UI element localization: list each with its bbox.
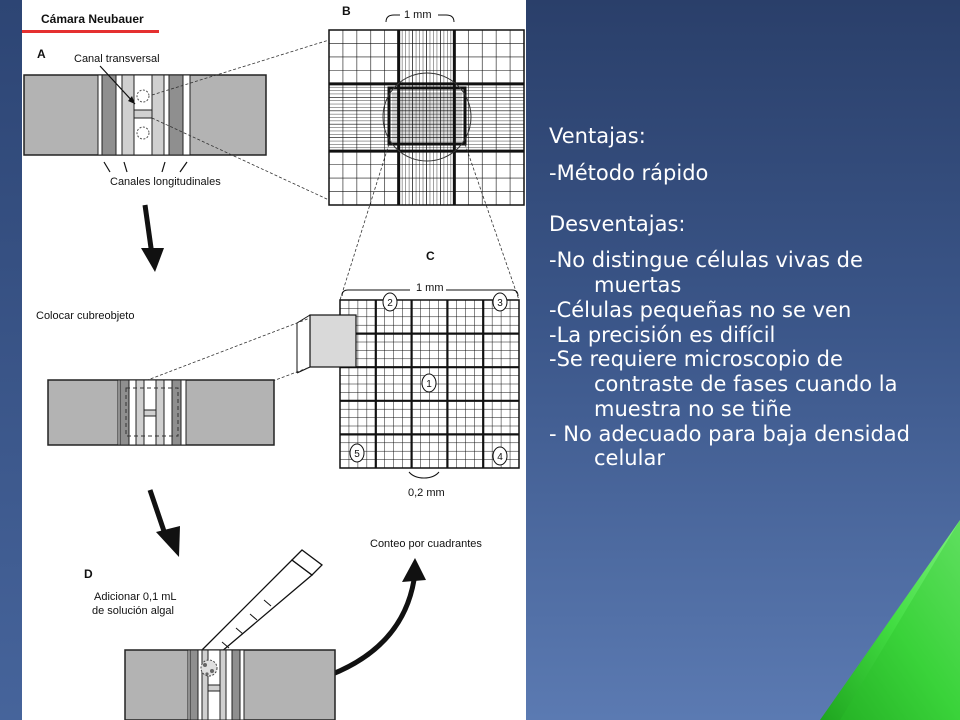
quadrant-2: 2	[387, 298, 393, 309]
chamber-a	[24, 75, 266, 155]
curved-arrow-up	[322, 558, 426, 678]
canal-transversal-label: Canal transversal	[74, 53, 160, 65]
label-a: A	[37, 47, 46, 61]
adicionar-line-1: Adicionar 0,1 mL	[94, 591, 177, 603]
ventajas-heading: Ventajas:	[549, 124, 646, 148]
title-underline	[22, 30, 159, 33]
desventaja-item: -Células pequeñas no se ven	[549, 297, 852, 322]
quadrant-5: 5	[354, 449, 360, 460]
one-mm-b-label: 1 mm	[404, 9, 432, 21]
one-mm-c-label: 1 mm	[416, 282, 444, 294]
section-gap	[549, 186, 949, 212]
gap	[549, 149, 949, 161]
advantages-text	[549, 124, 949, 471]
chamber-d	[125, 650, 335, 720]
pipette-icon	[200, 550, 322, 663]
coverslip	[297, 315, 356, 373]
label-d: D	[84, 567, 93, 581]
label-b: B	[342, 4, 351, 18]
green-corner-accent	[820, 520, 960, 720]
gap	[549, 236, 949, 248]
point-two-mm-label: 0,2 mm	[408, 487, 445, 499]
ventaja-item: -Método rápido	[549, 160, 709, 185]
canales-arrows	[104, 162, 187, 172]
adicionar-line-2: de solución algal	[92, 605, 174, 617]
quadrant-3: 3	[497, 298, 503, 309]
neubauer-figure	[22, 0, 526, 720]
left-edge-strip	[0, 0, 22, 720]
neubauer-diagram	[22, 0, 526, 720]
desventaja-item: -Se requiere microscopio de contraste de fases cuando la muestra no se tiñe	[549, 347, 898, 421]
colocar-cubreobjeto-label: Colocar cubreobjeto	[36, 310, 135, 322]
grid-b	[329, 30, 524, 205]
desventajas-heading: Desventajas:	[549, 211, 686, 236]
chamber-2	[48, 380, 274, 445]
quadrant-1: 1	[426, 379, 432, 390]
figure-title: Cámara Neubauer	[41, 12, 144, 26]
conteo-label: Conteo por cuadrantes	[370, 538, 482, 550]
quadrant-4: 4	[497, 452, 503, 463]
desventaja-item: - No adecuado para baja densidad celular	[549, 421, 910, 471]
arrow-down-1	[141, 205, 164, 272]
desventaja-item: -La precisión es difícil	[549, 322, 776, 347]
arrow-down-2	[150, 490, 180, 557]
label-c: C	[426, 249, 435, 263]
desventaja-item: -No distingue células vivas de muertas	[549, 248, 863, 298]
canales-longitudinales-label: Canales longitudinales	[110, 176, 221, 188]
